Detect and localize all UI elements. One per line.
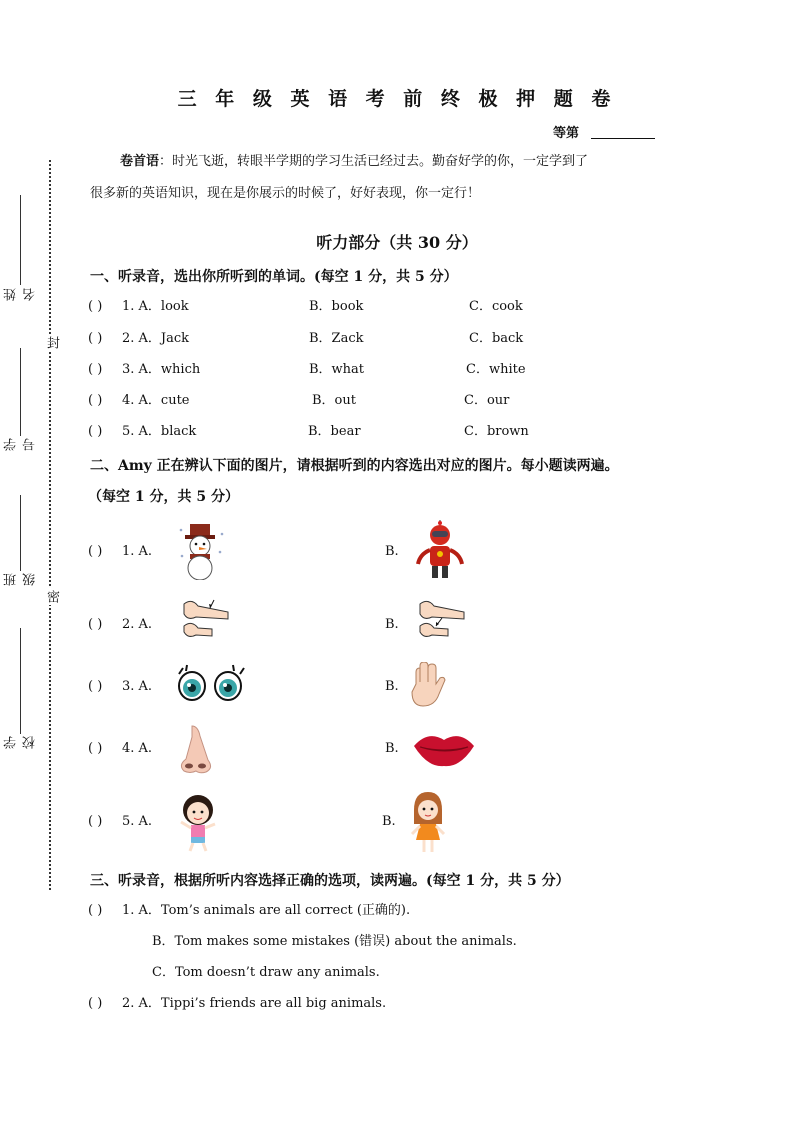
number-label: 学号 [4,438,38,451]
palm-icon[interactable] [410,662,448,710]
s3-q1-option-b: B．Tom makes some mistakes (错误) about the animals. [152,934,517,949]
option-b-label: B. [382,814,396,829]
option-c-label: C．our [464,393,510,408]
girl-short-hair-icon[interactable] [176,792,222,852]
snowman-icon[interactable] [176,522,228,580]
option-c-label: C．cook [469,299,523,314]
option-b-label: B．bear [308,424,361,439]
option-c-label: C．brown [464,424,529,439]
option-a-label: 3. A. [122,679,153,694]
option-a-label: 4. A. [122,741,153,756]
eyes-icon[interactable] [176,664,246,706]
option-a-label: 2. A. [122,617,153,632]
option-b-label: B. [385,679,399,694]
intro-text-1: ：时光飞逝，转眼半学期的学习生活已经过去。勤奋好学的你，一定学到了 [159,154,589,169]
option-b-label: B．out [312,393,356,408]
option-a-label: 5. A. [122,814,153,829]
answer-blank[interactable]: ( ) [88,362,103,377]
intro-line1 [90,146,690,178]
part-title: 听力部分（共 30 分） [316,233,478,252]
grade-label: 等第 [553,126,580,141]
option-b-label: B．what [309,362,365,377]
option-a-label: 1. A．look [122,299,189,314]
answer-blank[interactable]: ( ) [88,996,103,1011]
mouth-icon[interactable] [412,730,476,768]
s3-q2-option-a: 2. A．Tippi’s friends are all big animals. [122,996,387,1011]
section3-title: 三、听录音，根据所听内容选择正确的选项，读两遍。(每空 1 分，共 5 分） [90,873,570,889]
girl-long-hair-icon[interactable] [406,790,450,854]
number-line [20,348,21,436]
option-b-label: B. [385,741,399,756]
section2-title-line2: （每空 1 分，共 5 分） [88,489,239,505]
answer-blank[interactable]: ( ) [88,617,103,632]
answer-blank[interactable]: ( ) [88,679,103,694]
seal-mark: 封 [44,336,59,349]
answer-blank[interactable]: ( ) [88,741,103,756]
answer-blank[interactable]: ( ) [88,393,103,408]
option-c-label: C．white [466,362,526,377]
name-label: 姓名 [4,288,38,301]
intro-lead: 卷首语 [120,154,160,169]
answer-blank[interactable]: ( ) [88,424,103,439]
option-a-label: 5. A．black [122,424,197,439]
intro-line2: 很多新的英语知识，现在是你展示的时候了，好好表现，你一定行！ [90,186,481,201]
option-b-label: B．Zack [309,331,364,346]
class-label: 班级 [4,573,38,586]
answer-blank[interactable]: ( ) [88,544,103,559]
answer-blank[interactable]: ( ) [88,814,103,829]
option-c-label: C．back [469,331,524,346]
s3-q1-option-c: C．Tom doesn’t draw any animals. [152,965,380,980]
answer-blank[interactable]: ( ) [88,331,103,346]
section2-title-line1: 二、Amy 正在辨认下面的图片，请根据听到的内容选出对应的图片。每小题读两遍。 [90,458,619,474]
cut-line [49,160,51,890]
option-b-label: B. [385,617,399,632]
nose-icon[interactable] [178,724,214,774]
school-label: 学校 [4,736,38,749]
option-a-label: 1. A. [122,544,153,559]
option-b-label: B. [385,544,399,559]
page-title: 三 年 级 英 语 考 前 终 极 押 题 卷 [177,88,617,110]
s3-q1-option-a: 1. A．Tom’s animals are all correct (正确的). [122,903,411,918]
arm-icon[interactable] [176,596,234,642]
answer-blank[interactable]: ( ) [88,903,103,918]
class-line [20,495,21,571]
option-a-label: 4. A．cute [122,393,190,408]
option-b-label: B．book [309,299,364,314]
grade-blank[interactable] [591,138,655,139]
option-a-label: 3. A．which [122,362,201,377]
school-line [20,628,21,734]
section1-title: 一、听录音，选出你所听到的单词。(每空 1 分，共 5 分） [90,269,458,285]
robot-icon[interactable] [413,520,467,582]
answer-blank[interactable]: ( ) [88,299,103,314]
hand-icon[interactable] [412,596,470,642]
option-a-label: 2. A．Jack [122,331,190,346]
secret-mark: 密 [44,590,59,603]
